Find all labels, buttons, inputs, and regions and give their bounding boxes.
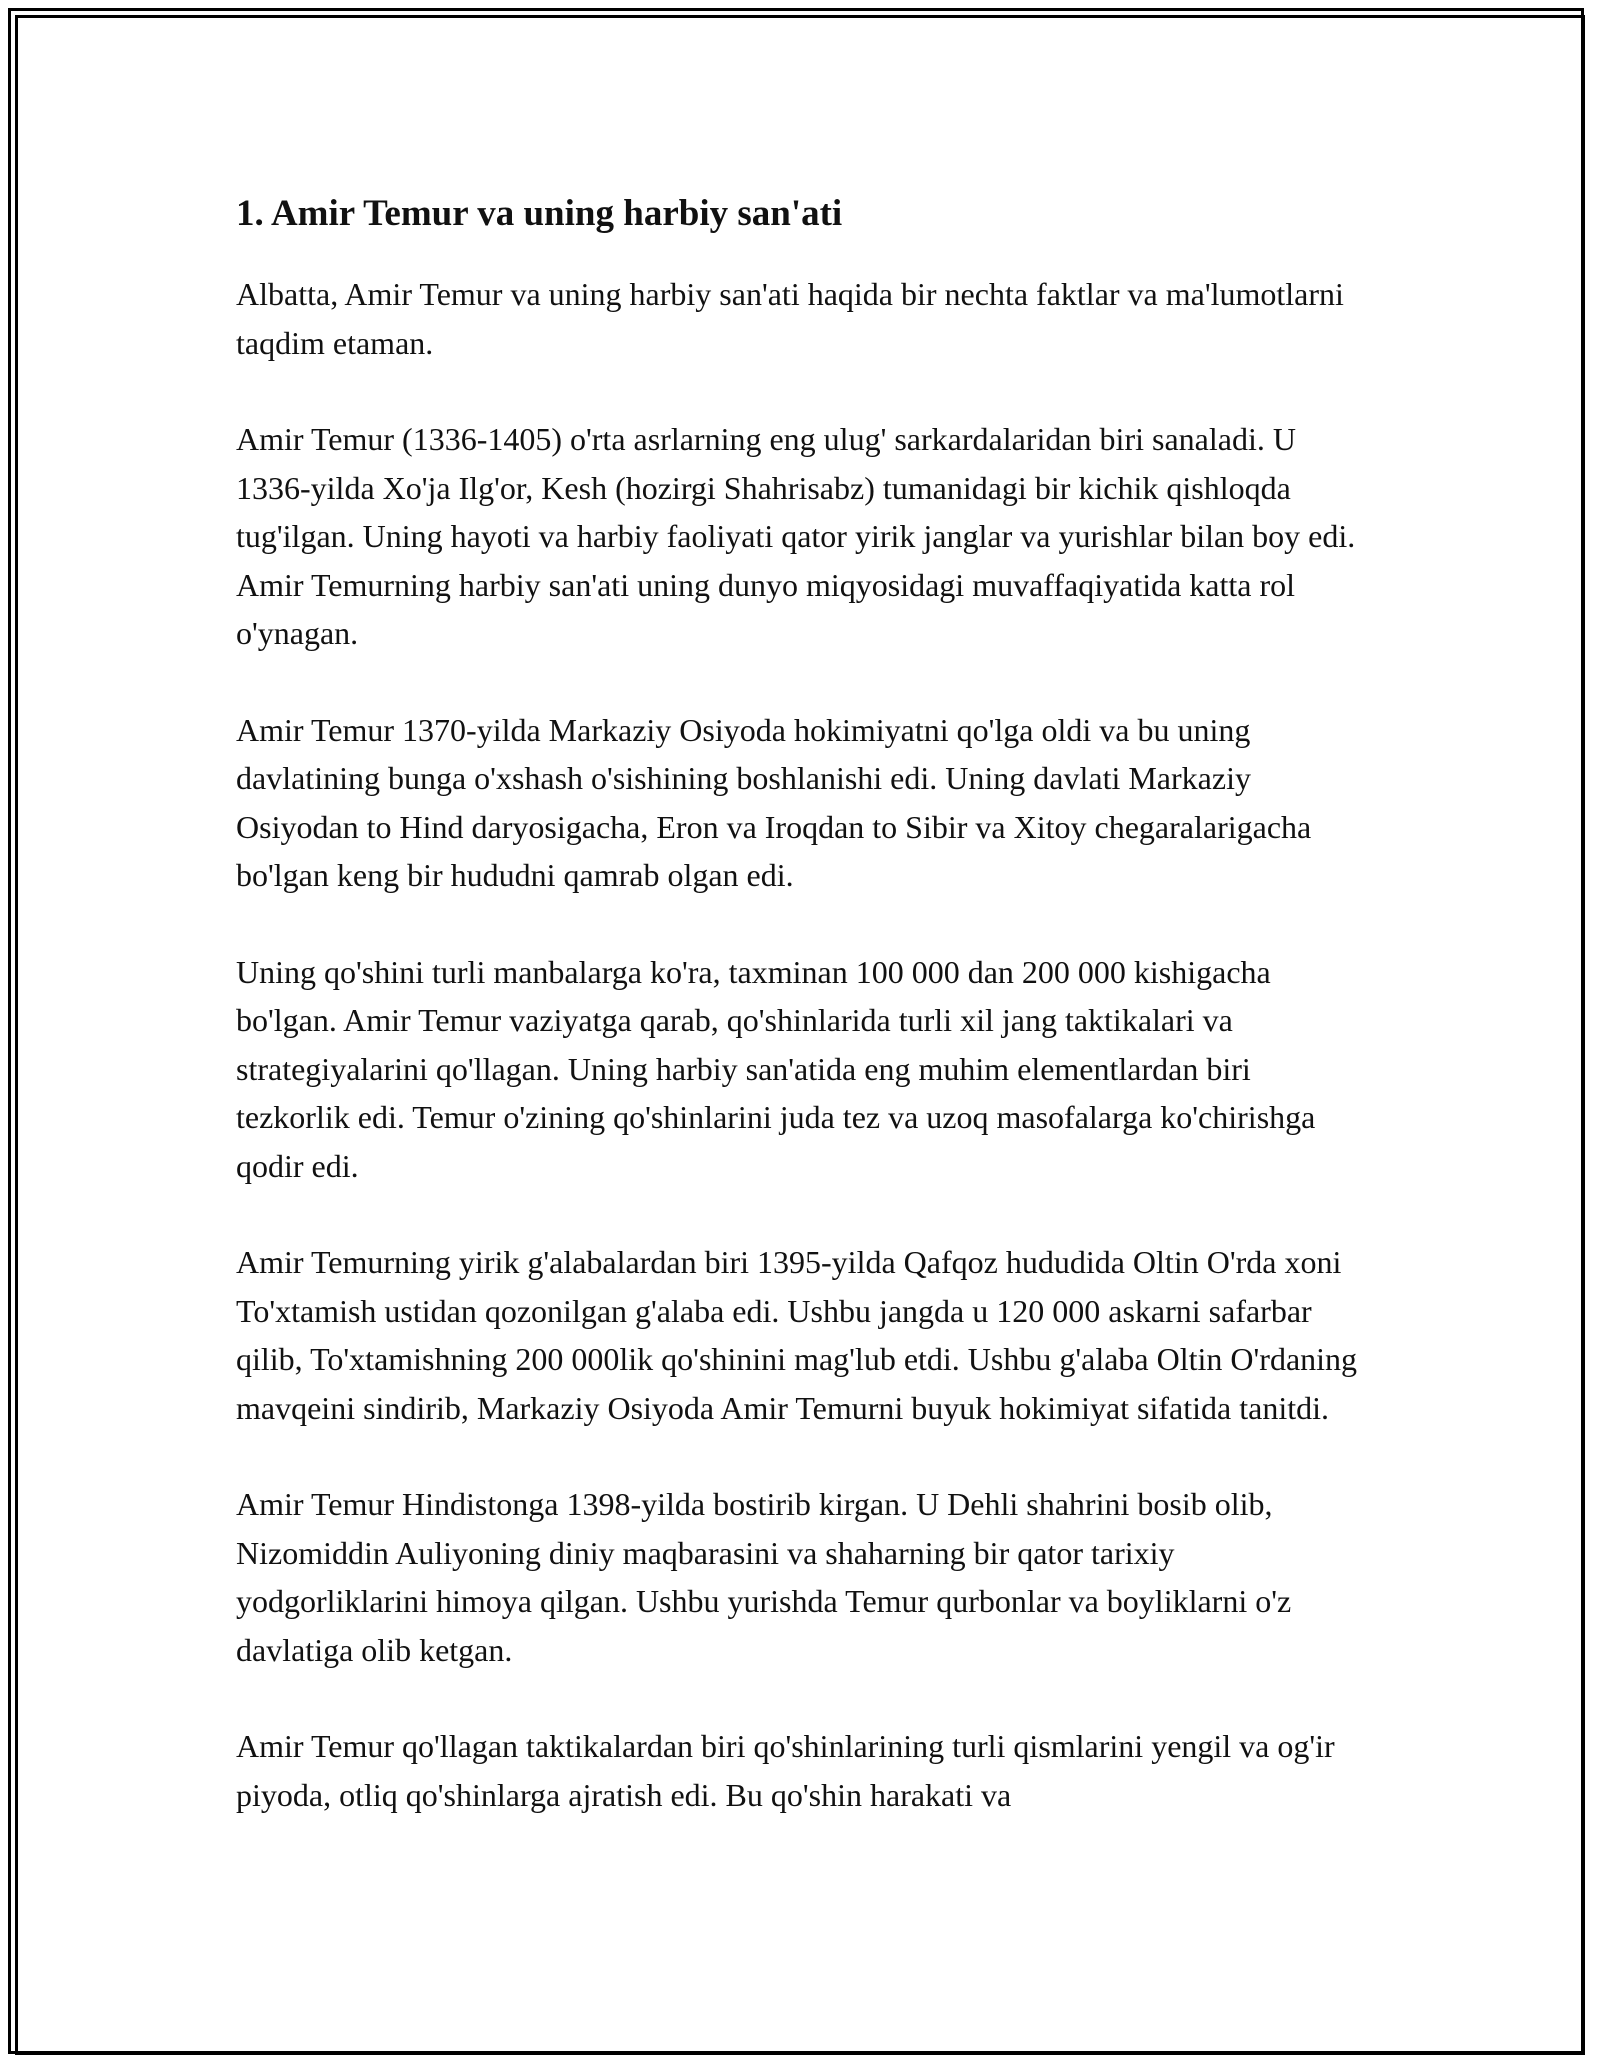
page-title: 1. Amir Temur va uning harbiy san'ati xyxy=(236,193,843,234)
paragraph-india-campaign: Amir Temur Hindistonga 1398-yilda bostirib kirgan. U Dehli shahrini bosib olib, Nizomiddin Auliyoning diniy maqbarasini va shaharning bir qator tarixiy yodgorliklarini himoya qilgan. Ushbu yurishda Temur qurbonlar va boyliklarni o'z davlatiga olib ketgan. xyxy=(236,1486,1292,1668)
paragraph-intro: Albatta, Amir Temur va uning harbiy san'ati haqida bir nechta faktlar va ma'lumotlarni taqdim etaman. xyxy=(236,276,1344,361)
document-body xyxy=(236,186,1366,1867)
paragraph-victory-tokhtamysh: Amir Temurning yirik g'alabalardan biri 1395-yilda Qafqoz hududida Oltin O'rda xoni To'xtamish ustidan qozonilgan g'alaba edi. Ushbu jangda u 120 000 askarni safarbar qilib, To'xtamishning 200 000lik qo'shinini mag'lub etdi. Ushbu g'alaba Oltin O'rdaning mavqeini sindirib, Markaziy Osiyoda Amir Temurni buyuk hokimiyat sifatida tanitdi. xyxy=(236,1244,1358,1426)
paragraph-biography: Amir Temur (1336-1405) o'rta asrlarning eng ulug' sarkardalaridan biri sanaladi. U 1336-yilda Xo'ja Ilg'or, Kesh (hozirgi Shahrisabz) tumanidagi bir kichik qishloqda tug'ilgan. Uning hayoti va harbiy faoliyati qator yirik janglar va yurishlar bilan boy edi. Amir Temurning harbiy san'ati uning dunyo miqyosidagi muvaffaqiyatida katta rol o'ynagan. xyxy=(236,421,1356,651)
paragraph-rise-to-power: Amir Temur 1370-yilda Markaziy Osiyoda hokimiyatni qo'lga oldi va bu uning davlatining bunga o'xshash o'sishining boshlanishi edi. Uning davlati Markaziy Osiyodan to Hind daryosigacha, Eron va Iroqdan to Sibir va Xitoy chegaralarigacha bo'lgan keng bir hududni qamrab olgan edi. xyxy=(236,711,1312,893)
paragraph-army: Uning qo'shini turli manbalarga ko'ra, taxminan 100 000 dan 200 000 kishigacha bo'lgan. Amir Temur vaziyatga qarab, qo'shinlarida turli xil jang taktikalari va strategiyalarini qo'llagan. Uning harbiy san'atida eng muhim elementlardan biri tezkorlik edi. Temur o'zining qo'shinlarini juda tez va uzoq masofalarga ko'chirishga qodir edi. xyxy=(236,953,1316,1184)
paragraph-tactics: Amir Temur qo'llagan taktikalardan biri qo'shinlarining turli qismlarini yengil va og'ir piyoda, otliq qo'shinlarga ajratish edi. Bu qo'shin harakati va xyxy=(236,1728,1335,1813)
